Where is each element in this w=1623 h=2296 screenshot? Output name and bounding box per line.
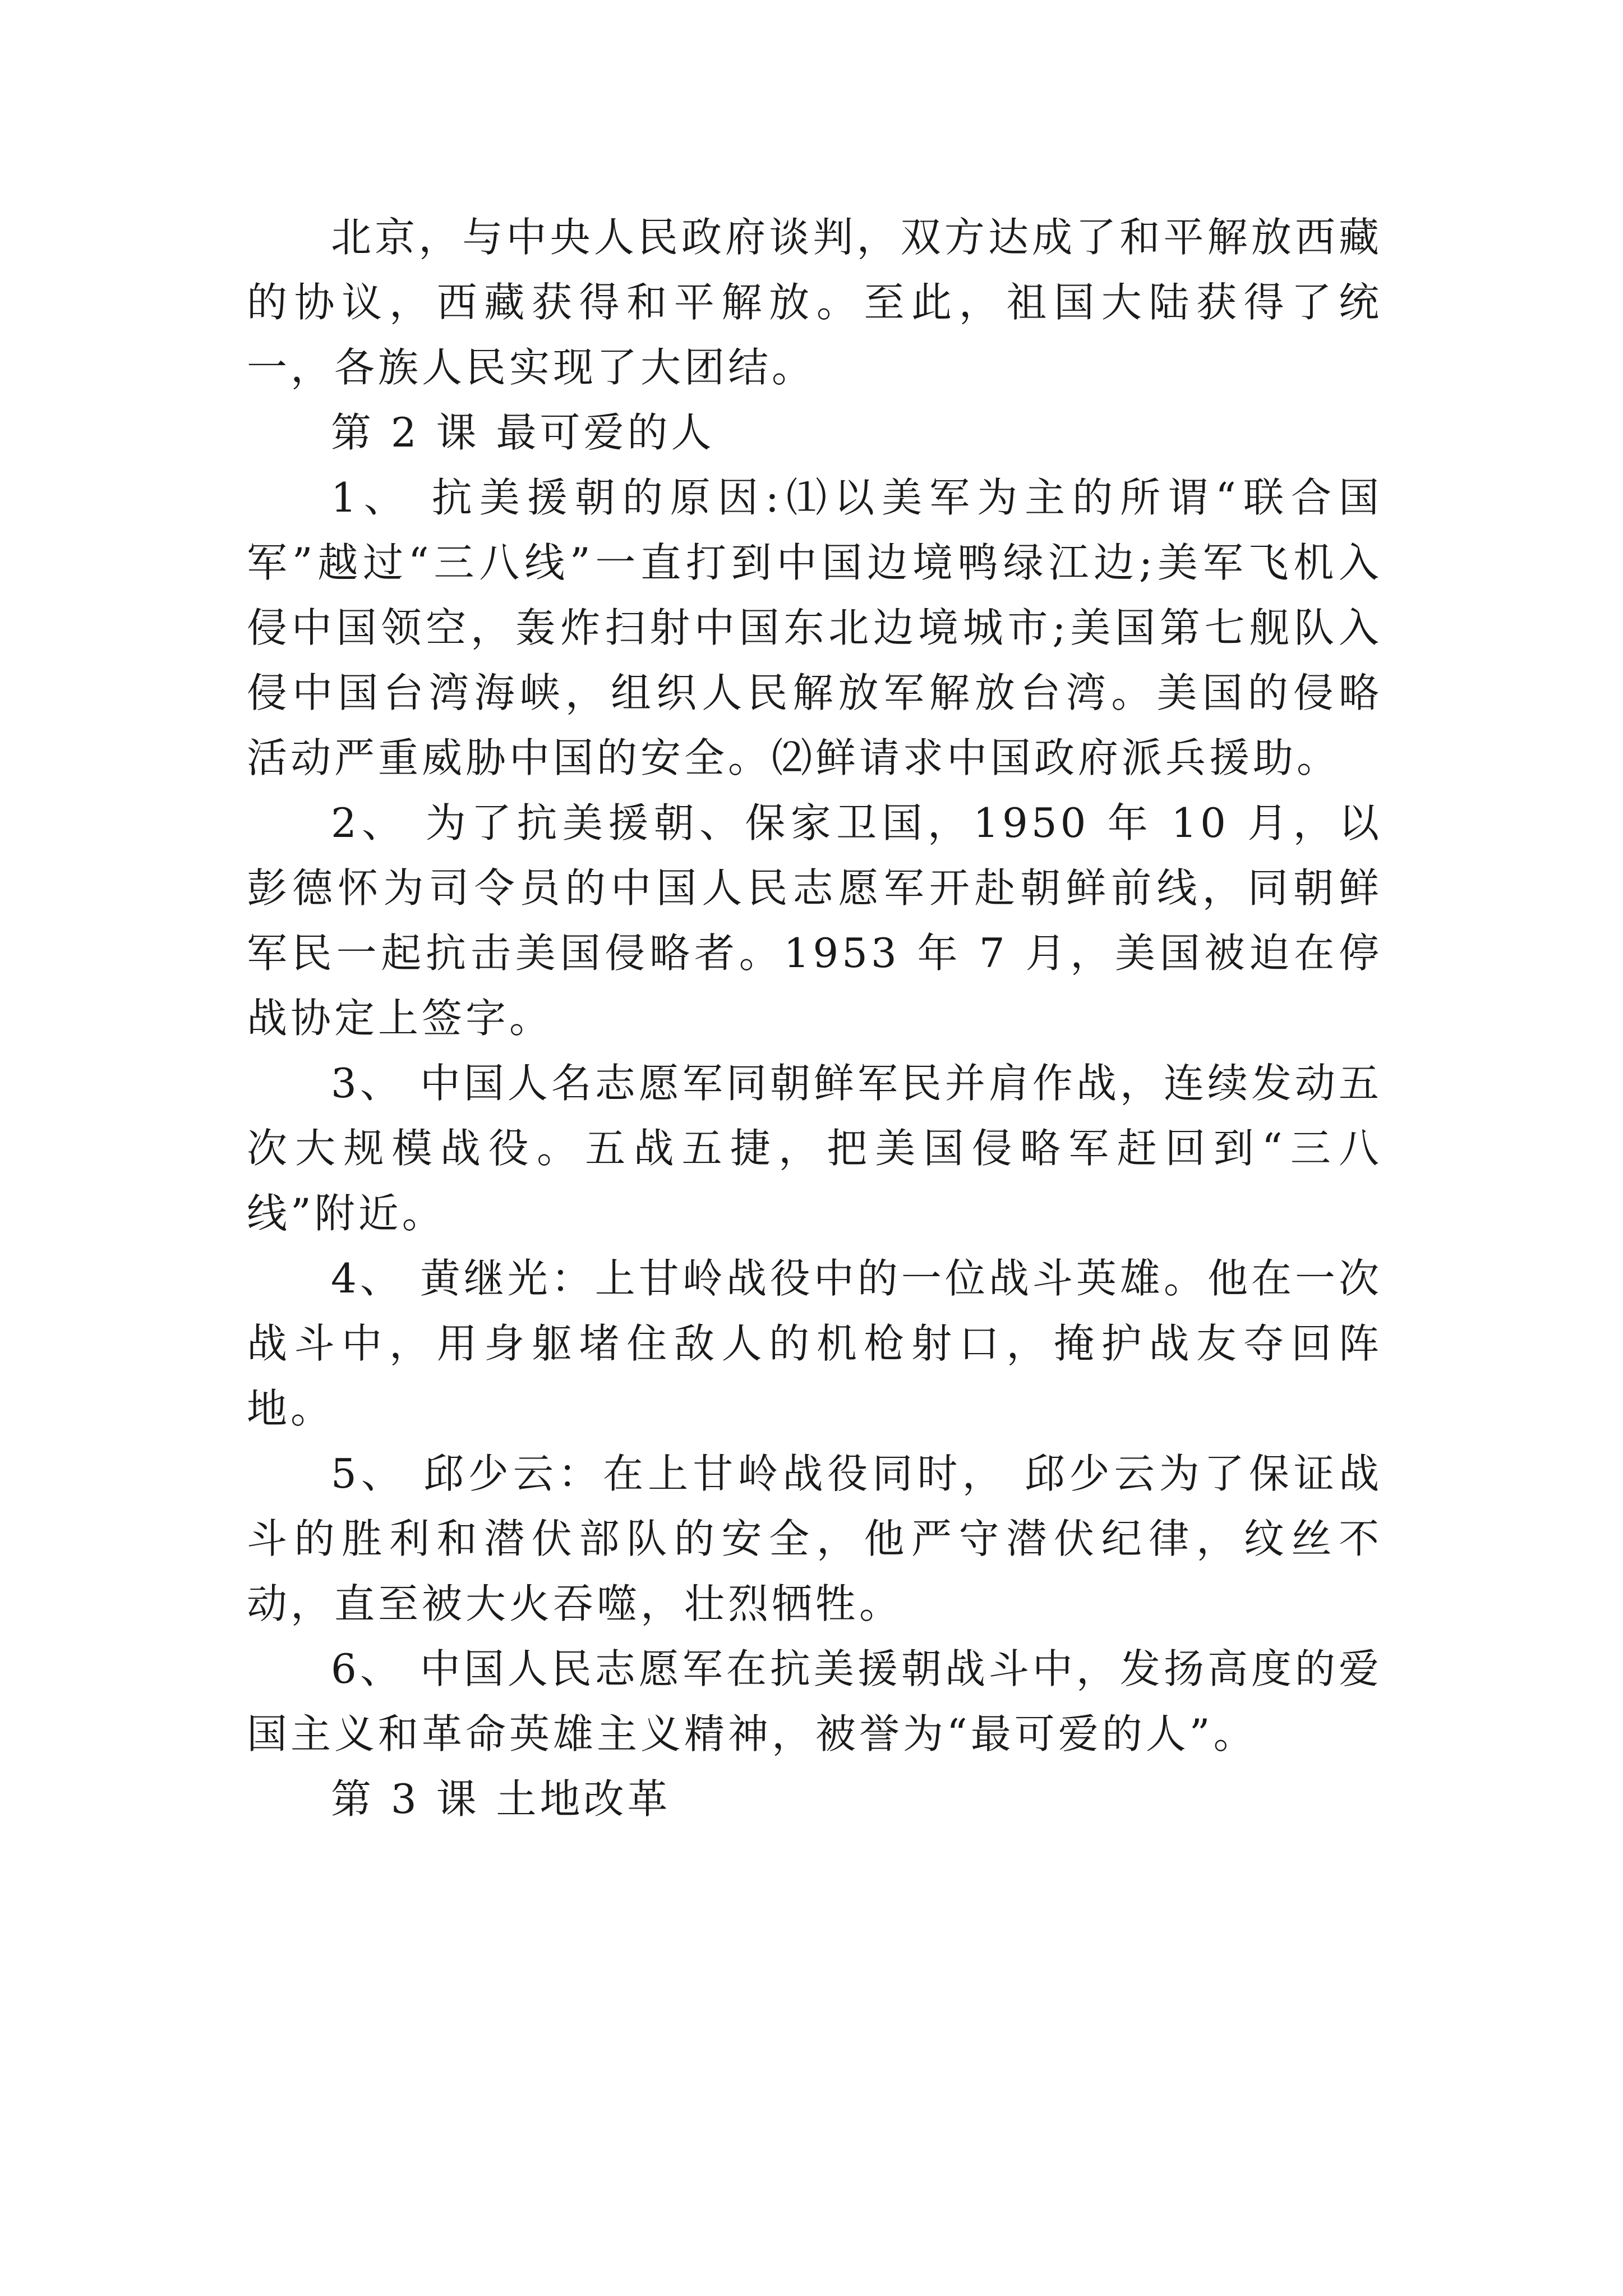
document-body xyxy=(247,205,1382,1832)
paragraph-item-6: 6、 中国人民志愿军在抗美援朝战斗中，发扬高度的爱国主义和革命英雄主义精神，被誉为“最可爱的人”。 xyxy=(247,1645,1382,1757)
paragraph-item-2: 2、 为了抗美援朝、保家卫国，1950 年 10 月，以彭德怀为司令员的中国人民志愿军开赴朝鲜前线，同朝鲜军民一起抗击美国侵略者。1953 年 7 月，美国被迫在停战协定上签字。 xyxy=(247,799,1382,1042)
paragraph-item-1: 1、 抗美援朝的原因:⑴以美军为主的所谓“联合国军”越过“三八线”一直打到中国边境鸭绿江边;美军飞机入侵中国领空，轰炸扫射中国东北边境城市;美国第七舰队入侵中国台湾海峡，组织人民解放军解放台湾。美国的侵略活动严重威胁中国的安全。⑵鲜请求中国政府派兵援助。 xyxy=(247,474,1382,781)
paragraph-item-3: 3、 中国人名志愿军同朝鲜军民并肩作战，连续发动五次大规模战役。五战五捷，把美国侵略军赶回到“三八线”附近。 xyxy=(247,1060,1382,1237)
paragraph-item-5: 5、 邱少云：在上甘岭战役同时， 邱少云为了保证战斗的胜利和潜伏部队的安全，他严守潜伏纪律，纹丝不动，直至被大火吞噬，壮烈牺牲。 xyxy=(247,1450,1382,1627)
paragraph-tibet-liberation: 北京，与中央人民政府谈判，双方达成了和平解放西藏的协议，西藏获得和平解放。至此，祖国大陆获得了统一，各族人民实现了大团结。 xyxy=(247,214,1382,391)
paragraph-item-4: 4、 黄继光：上甘岭战役中的一位战斗英雄。他在一次战斗中，用身躯堵住敌人的机枪射口，掩护战友夺回阵地。 xyxy=(247,1255,1382,1432)
lesson-3-title: 第 3 课 土地改革 xyxy=(331,1775,671,1823)
lesson-2-title: 第 2 课 最可爱的人 xyxy=(331,409,715,456)
